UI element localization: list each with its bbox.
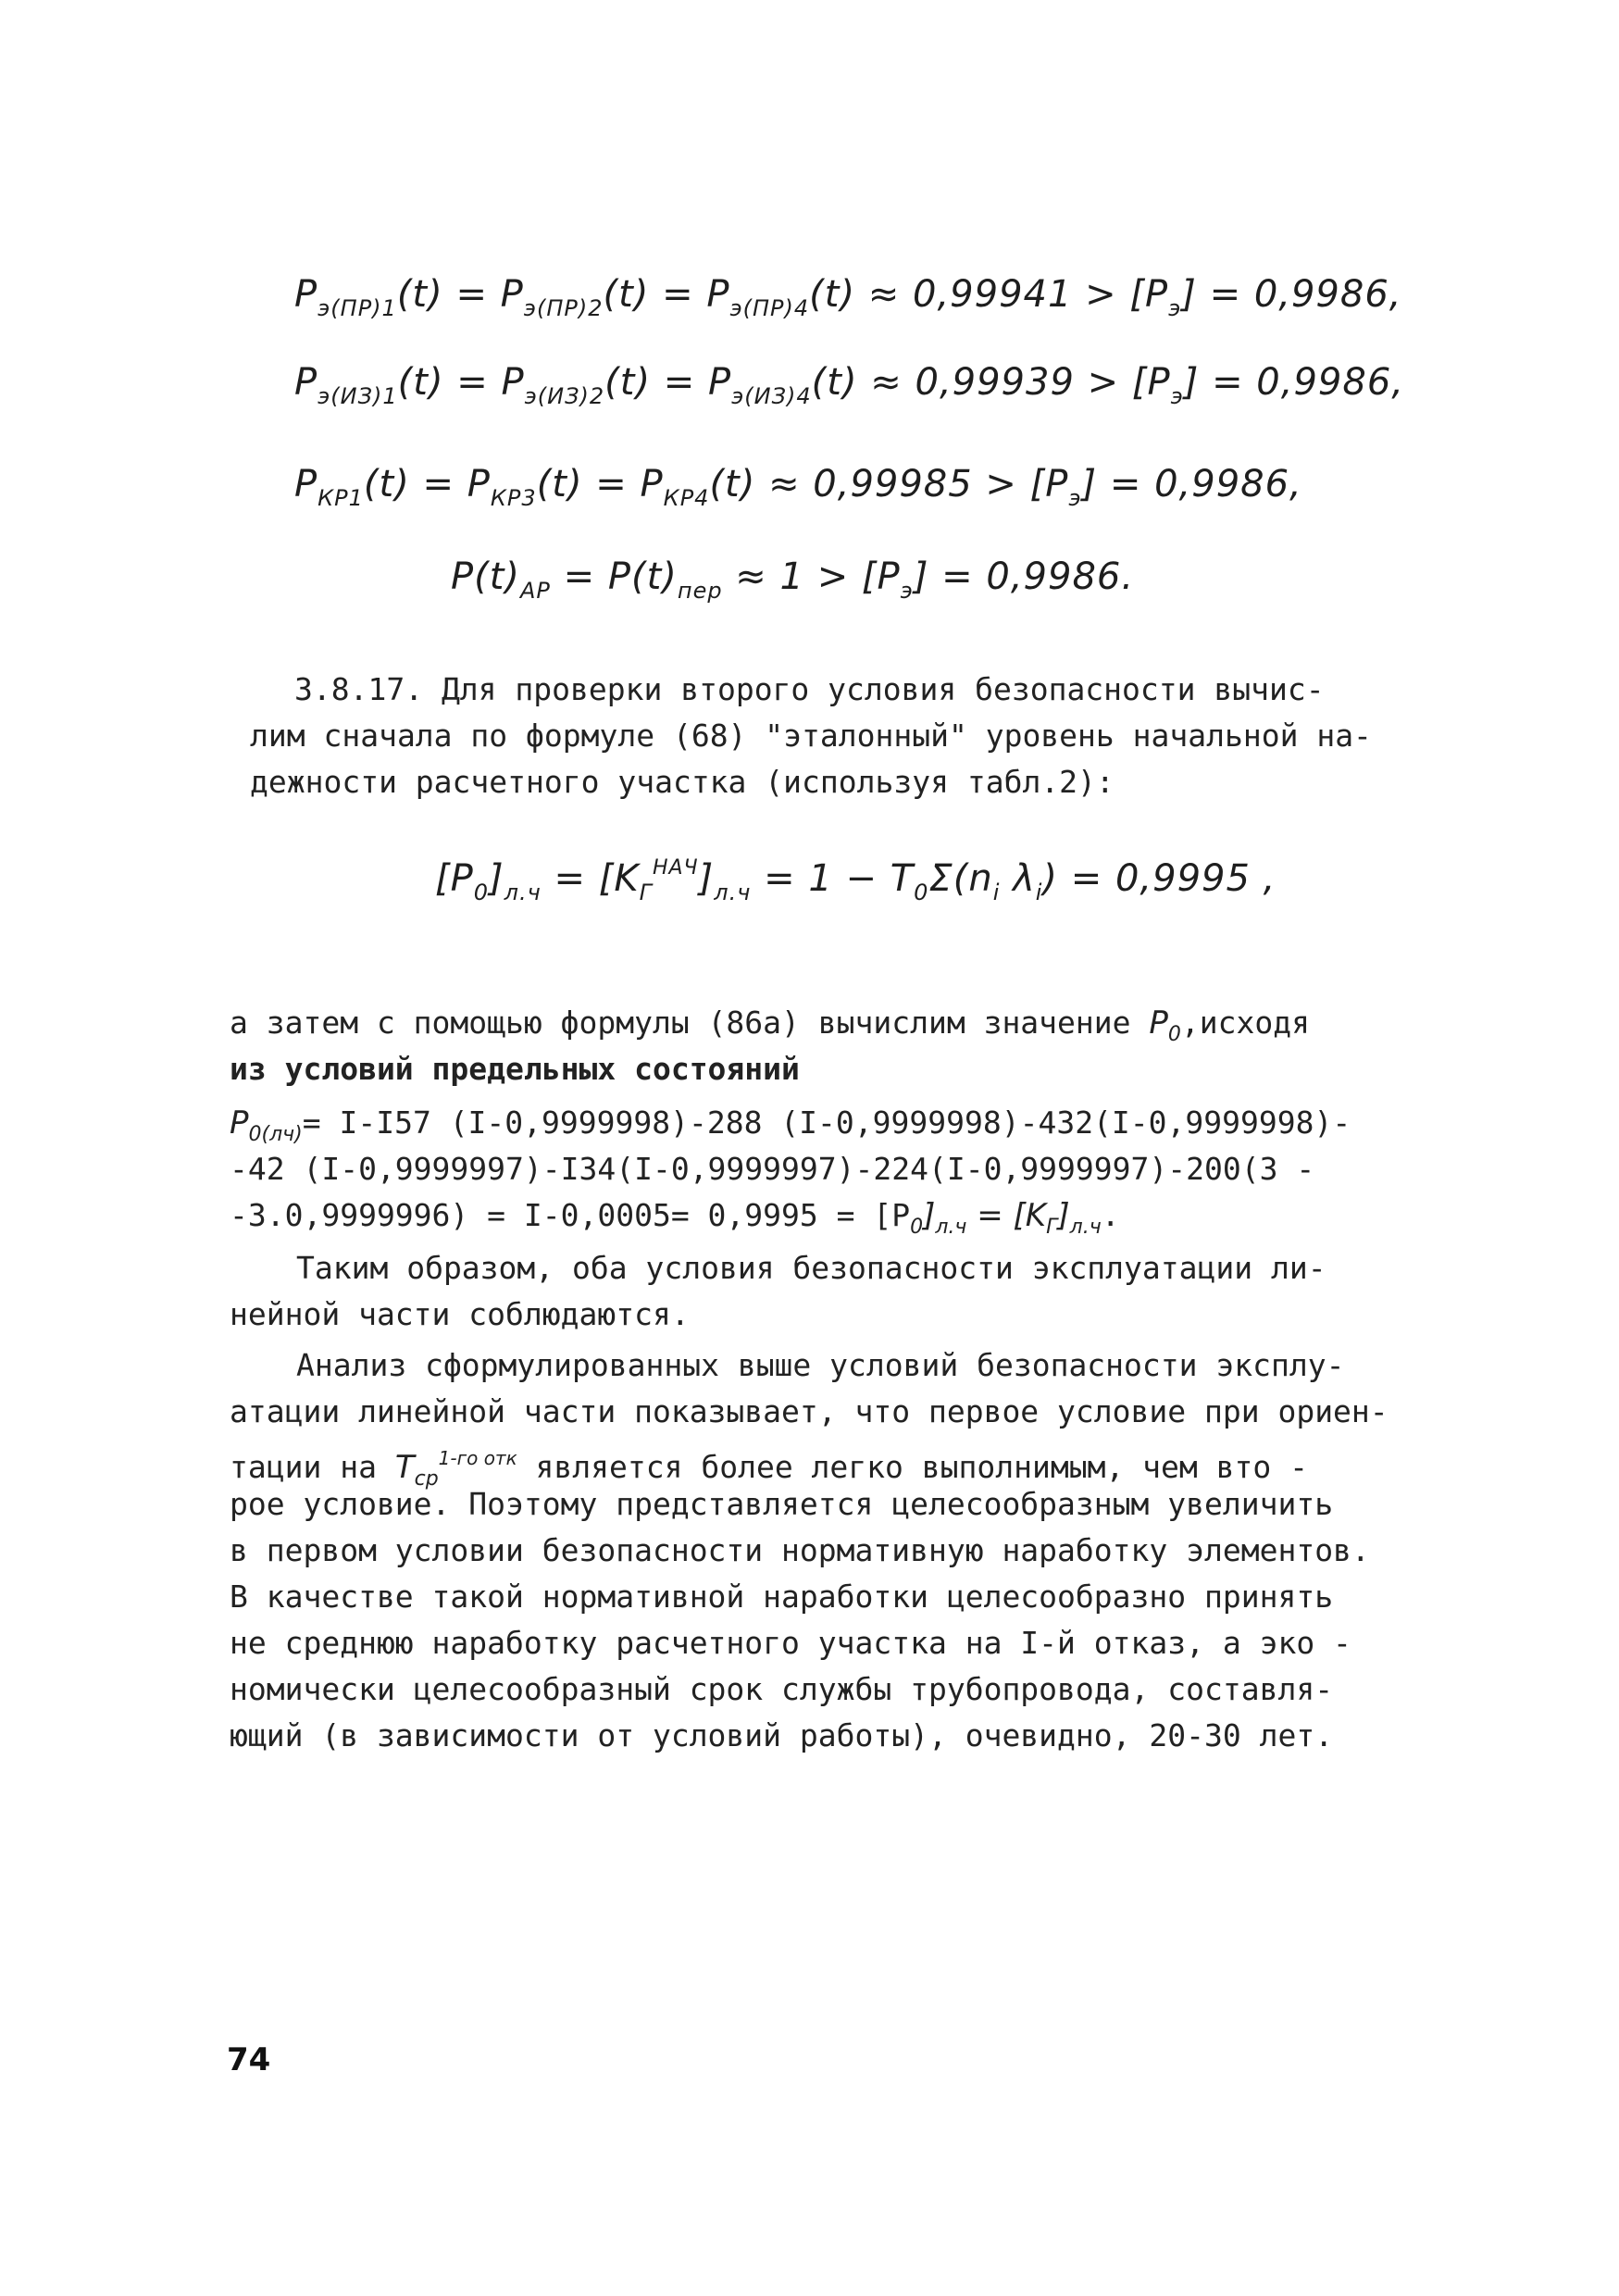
text-line: из условий предельных состояний xyxy=(230,1051,800,1087)
page-number: 74 xyxy=(227,2041,271,2078)
formula-p-kr: $P_{КР1}(t) = P_{КР3}(t) = P_{КР4}(t) \approx 0,99985 > [P_э] = 0,9986$, xyxy=(294,463,1302,511)
text-line: не среднюю наработку расчетного участка на I-й отказ, а эко - xyxy=(230,1625,1351,1661)
text-line: а затем с помощью формулы (86а) вычислим значение $P_0,исходя$ xyxy=(230,1004,1310,1046)
formula-p-e-pr: $P_{э(ПР)1}(t) = P_{э(ПР)2}(t) = P_{э(ПР)4}(t) \approx 0,99941 > [P_э] = 0,9986$, xyxy=(294,273,1402,321)
text-line: тации на $T_{ср}^{1-го отк}$ является более легко выполнимым, чем вто - xyxy=(230,1447,1308,1491)
formula-p-ar-per: $P(t)_{АР} = P(t)_{пер} \approx 1 > [P_э] = 0,9986$. xyxy=(451,555,1135,604)
formula-p-e-iz: $P_{э(ИЗ)1}(t) = P_{э(ИЗ)2}(t) = P_{э(ИЗ)4}(t) \approx 0,99939 > [P_э] = 0,9986$, xyxy=(294,361,1404,409)
text-line: нейной части соблюдаются. xyxy=(230,1296,690,1332)
formula-etalon-reliability: $[P_0]_{л.ч} = [K_Г^{НАЧ}]_{л.ч} = 1 - T_0\Sigma(n_i$ $\lambda_i) = 0,9995$ , xyxy=(435,856,1277,905)
text-line: атации линейной части показывает, что первое условие при ориен- xyxy=(230,1393,1389,1429)
text-line: дежности расчетного участка (используя табл.2): xyxy=(250,764,1115,800)
text-line: лим сначала по формуле (68) "эталонный" уровень начальной на- xyxy=(250,718,1372,754)
paragraph-then-compute xyxy=(230,1000,1310,1092)
text-line: рое условие. Поэтому представляется целесообразным увеличить xyxy=(230,1486,1334,1522)
paragraph-3-8-17 xyxy=(250,667,1372,805)
text-line: В качестве такой нормативной наработки целесообразно принять xyxy=(230,1578,1334,1615)
text-line: Анализ сформулированных выше условий безопасности эксплу- xyxy=(296,1347,1345,1383)
text-line: -42 (I-0,9999997)-I34(I-0,9999997)-224(I-0,9999997)-200(3 - xyxy=(230,1151,1315,1187)
paragraph-analysis xyxy=(230,1342,1389,1759)
text-line: Таким образом, оба условия безопасности эксплуатации ли- xyxy=(296,1250,1326,1286)
paragraph-conclusion xyxy=(230,1245,1326,1338)
text-line: в первом условии безопасности нормативную наработку элементов. xyxy=(230,1532,1370,1568)
text-line: ющий (в зависимости от условий работы), очевидно, 20-30 лет. xyxy=(230,1717,1334,1753)
text-line: номически целесообразный срок службы трубопровода, составля- xyxy=(230,1671,1334,1707)
calculation-block xyxy=(230,1100,1351,1239)
text-line: $-3.0,9999996) = I-0,0005= 0,9995 = [P_0]_{л.ч} = [K_Г]_{л.ч}$. xyxy=(230,1197,1120,1239)
text-line: 3.8.17. Для проверки второго условия безопасности вычис- xyxy=(294,671,1325,707)
text-line: $P_{0(лч)}= I-I57$ (I-0,9999998)-288 (I-0,9999998)-432(I-0,9999998)- xyxy=(230,1104,1351,1146)
